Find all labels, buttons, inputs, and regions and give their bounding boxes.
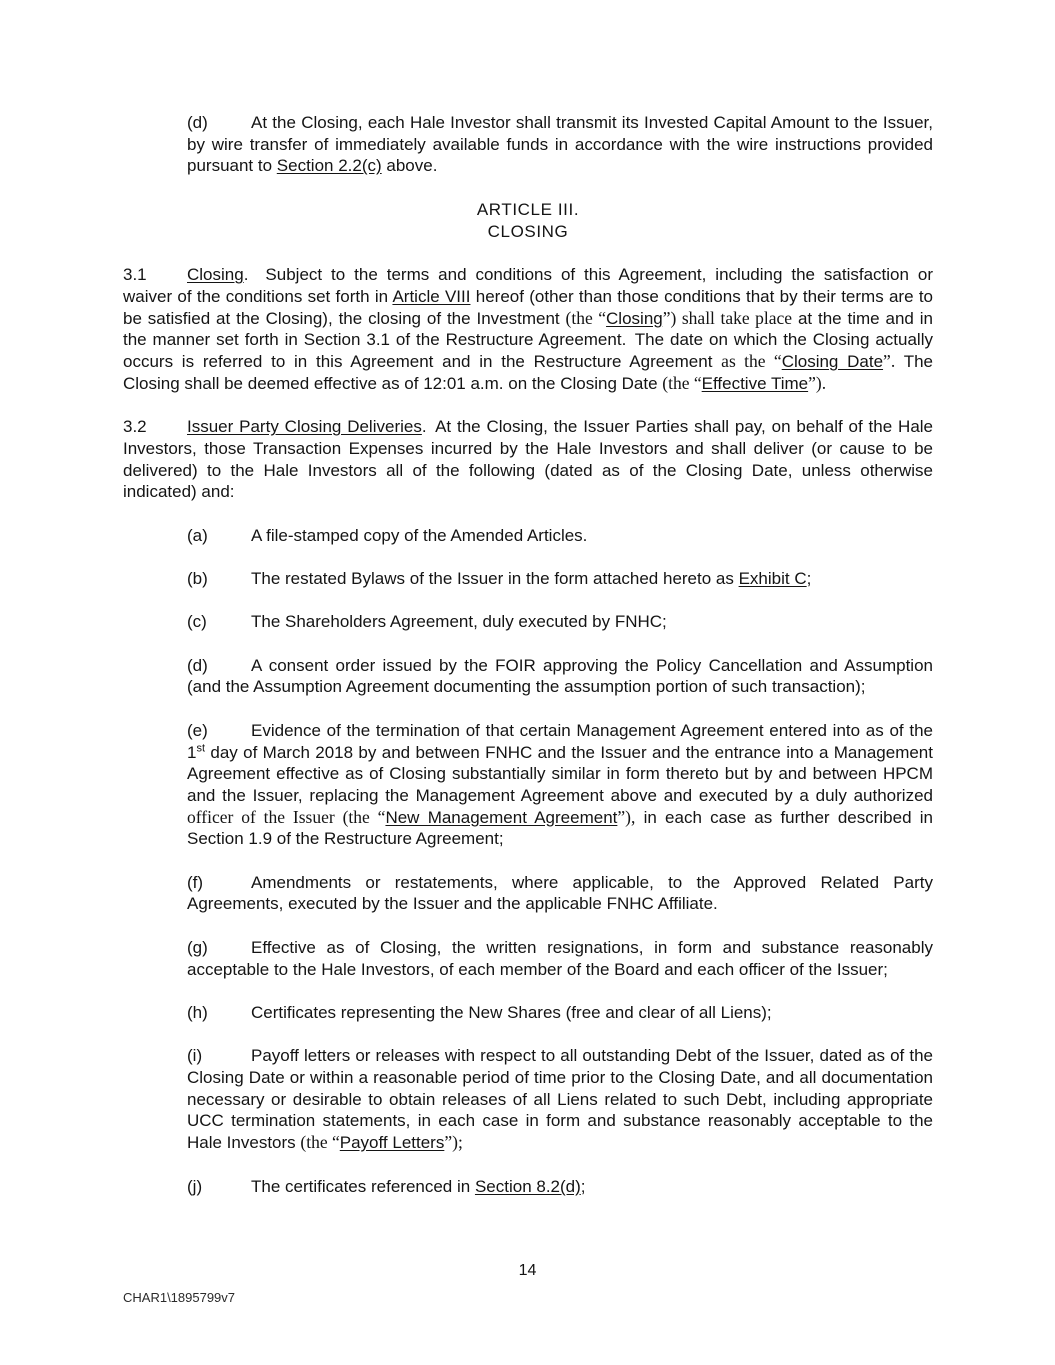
- item-label: (d): [187, 655, 208, 675]
- item-label: (j): [187, 1176, 203, 1196]
- text-run: in each case as further described in Section 1.9 of the Restructure Agreement;: [187, 807, 933, 849]
- item-g: [187, 937, 933, 980]
- text-run: above.: [381, 156, 438, 176]
- text-run: The restated Bylaws of the Issuer in the form attached hereto as: [251, 569, 739, 588]
- text-run: Closing: [606, 308, 663, 328]
- item-i: [187, 1045, 933, 1154]
- text-run: st: [196, 741, 206, 754]
- text-run: Article VIII: [392, 286, 471, 306]
- item-label: (g): [187, 937, 208, 957]
- text-run: ”) shall take place: [662, 307, 793, 328]
- text-run: as the “: [721, 351, 782, 372]
- item-e: [187, 720, 933, 850]
- text-run: (the “: [662, 372, 702, 393]
- text-run: day of March 2018 by and between FNHC and the Issuer and the entrance into a Management Agreement effective as of Closing substantially similar in form thereto but by and between HPCM and the Issuer, replacing the Management Agreement above and executed by a duly authorized: [187, 742, 933, 805]
- item-label: (i): [187, 1046, 203, 1066]
- item-b: [187, 568, 933, 590]
- text-run: Effective as of Closing, the written resignations, in form and substance reasonably acceptable to the Hale Investors, of each member of the Board and each officer of the Issuer;: [187, 937, 933, 979]
- item-label: 3.2: [123, 417, 147, 437]
- item-label: (d): [187, 113, 208, 132]
- text-run: at the time and in the manner set forth in Section 3.1 of the Restructure Agreement. The date on which the Closing actually occurs is referred to in this Agreement and in the Restructure Agreement: [123, 308, 934, 372]
- item-j: [187, 1176, 933, 1198]
- text-run: ”).: [808, 372, 827, 393]
- text-run: ”);: [444, 1132, 463, 1153]
- item-label: (b): [187, 569, 208, 588]
- text-run: Section 8.2(d): [474, 1176, 581, 1196]
- text-run: Certificates representing the New Shares (free and clear of all Liens);: [251, 1002, 772, 1022]
- text-run: Payoff letters or releases with respect to all outstanding Debt of the Issuer, dated as of the Closing Date or within a reasonable period of time prior to the Closing Date, and all documentation necessary or desirable to obtain releases of all Liens related to such Debt, including appropriate UCC termination statements, in each case in form and substance reasonably acceptable to the Hale Investors: [187, 1046, 933, 1153]
- text-run: (the “: [565, 307, 607, 328]
- document-body: [123, 112, 933, 1219]
- text-run: ”),: [617, 806, 636, 827]
- item-label: 3.1: [123, 265, 147, 285]
- section-3-1: [123, 264, 933, 394]
- text-run: Exhibit C: [738, 569, 807, 588]
- text-run: Payoff Letters: [339, 1133, 445, 1153]
- text-run: The certificates referenced in: [251, 1176, 475, 1196]
- article-heading-title: [123, 221, 933, 243]
- section-3-2: [123, 416, 933, 503]
- item-label: (e): [187, 720, 208, 740]
- text-run: . Subject to the terms and conditions of this Agreement, including the satisfaction or waiver of the conditions set forth in: [123, 265, 933, 306]
- text-run: ARTICLE III.: [476, 199, 580, 219]
- text-run: The Shareholders Agreement, duly executed by FNHC;: [251, 612, 667, 632]
- paragraph-intro-d: [187, 112, 933, 177]
- text-run: hereof (other than those conditions that by their terms are to be satisfied at the Closing), the closing of the Investment: [123, 286, 934, 328]
- text-run: . At the Closing, the Issuer Parties shall pay, on behalf of the Hale Investors, those Transaction Expenses incurred by the Hale Investors and shall deliver (or cause to be delivered) to the Hale Investors all of the following (dated as of the Closing Date, unless otherwise indicated) and:: [123, 417, 934, 502]
- item-f: [187, 872, 933, 915]
- item-label: (f): [187, 872, 204, 892]
- text-run: New Management Agreement: [385, 807, 618, 827]
- text-run: Amendments or restatements, where applicable, to the Approved Related Party Agreements, executed by the Issuer and the applicable FNHC Affiliate.: [187, 872, 933, 914]
- item-label: (h): [187, 1002, 208, 1022]
- article-heading-number: [123, 199, 933, 221]
- text-run: Section 2.2(c): [276, 156, 382, 176]
- text-run: CLOSING: [487, 221, 569, 241]
- text-run: The Closing shall be deemed effective as of 12:01 a.m. on the Closing Date: [123, 352, 933, 393]
- text-run: officer of the Issuer (the “: [187, 806, 386, 827]
- item-c: [187, 611, 933, 633]
- text-run: At the Closing, each Hale Investor shall transmit its Invested Capital Amount to the Issuer, by wire transfer of immediately available funds in accordance with the wire instructions provided pursuant to: [187, 113, 933, 176]
- text-run: ”.: [883, 351, 896, 372]
- item-a: [187, 525, 933, 547]
- text-run: Closing: [187, 265, 244, 285]
- item-label: (a): [187, 525, 208, 545]
- text-run: (the “: [300, 1132, 340, 1153]
- footer-doc-id: CHAR1\1895799v7: [123, 1290, 236, 1305]
- text-run: ;: [806, 569, 812, 588]
- text-run: Closing Date: [781, 352, 884, 372]
- item-label: (c): [187, 612, 207, 632]
- text-run: Effective Time: [701, 373, 809, 393]
- text-run: Evidence of the termination of that certain Management Agreement entered into as of the 1: [187, 720, 933, 762]
- text-run: Issuer Party Closing Deliveries: [187, 417, 422, 437]
- text-run: A consent order issued by the FOIR approving the Policy Cancellation and Assumption (and the Assumption Agreement documenting the assumption portion of such transaction);: [187, 655, 933, 697]
- page-number: 14: [518, 1262, 537, 1279]
- text-run: A file-stamped copy of the Amended Articles.: [251, 525, 588, 545]
- item-d: [187, 655, 933, 698]
- item-h: [187, 1002, 933, 1024]
- text-run: ;: [580, 1176, 586, 1196]
